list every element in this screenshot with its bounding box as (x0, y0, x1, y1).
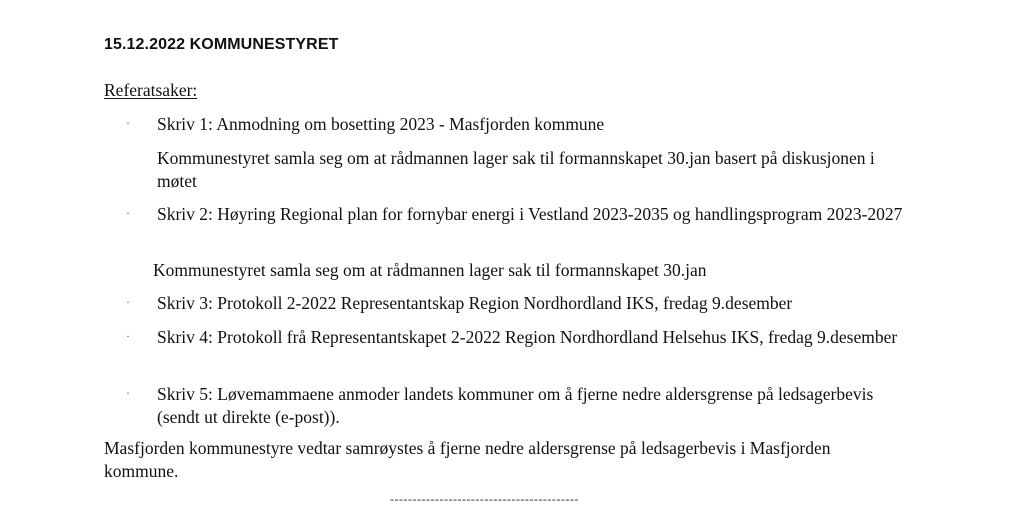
referat-note-2: Kommunestyret samla seg om at rådmannen lager sak til formannskapet 30.jan (153, 260, 707, 280)
referat-item-4: Skriv 4: Protokoll frå Representantskapet 2-2022 Region Nordhordland Helsehus IKS, fredag 9.desember (157, 327, 898, 347)
separator-line: ------------------------------------------ (390, 492, 579, 506)
referat-item-5: Skriv 5: Løvemammaene anmoder landets kommuner om å fjerne nedre aldersgrense på ledsagerbevis (sendt ut direkte (e-post)). (157, 384, 874, 427)
section-label-referatsaker: Referatsaker: (104, 80, 198, 100)
referat-item-3: Skriv 3: Protokoll 2-2022 Representantskap Region Nordhordland IKS, fredag 9.desember (157, 293, 793, 313)
decision-text: Masfjorden kommunestyre vedtar samrøystes å fjerne nedre aldersgrense på ledsagerbevis i Masfjorden kommune. (104, 438, 831, 481)
bullet-5: · (126, 386, 130, 400)
referat-note-1: Kommunestyret samla seg om at rådmannen lager sak til formannskapet 30.jan basert på diskusjonen i møtet (157, 148, 875, 191)
bullet-1: · (126, 116, 130, 130)
bullet-3: · (126, 295, 130, 309)
bullet-4: · (126, 329, 130, 343)
meeting-heading: 15.12.2022 KOMMUNESTYRET (104, 36, 339, 53)
referat-item-1: Skriv 1: Anmodning om bosetting 2023 - Masfjorden kommune (157, 114, 605, 134)
bullet-2: · (126, 206, 130, 220)
referat-item-2: Skriv 2: Høyring Regional plan for fornybar energi i Vestland 2023-2035 og handlingsprogram 2023-2027 (157, 204, 903, 224)
